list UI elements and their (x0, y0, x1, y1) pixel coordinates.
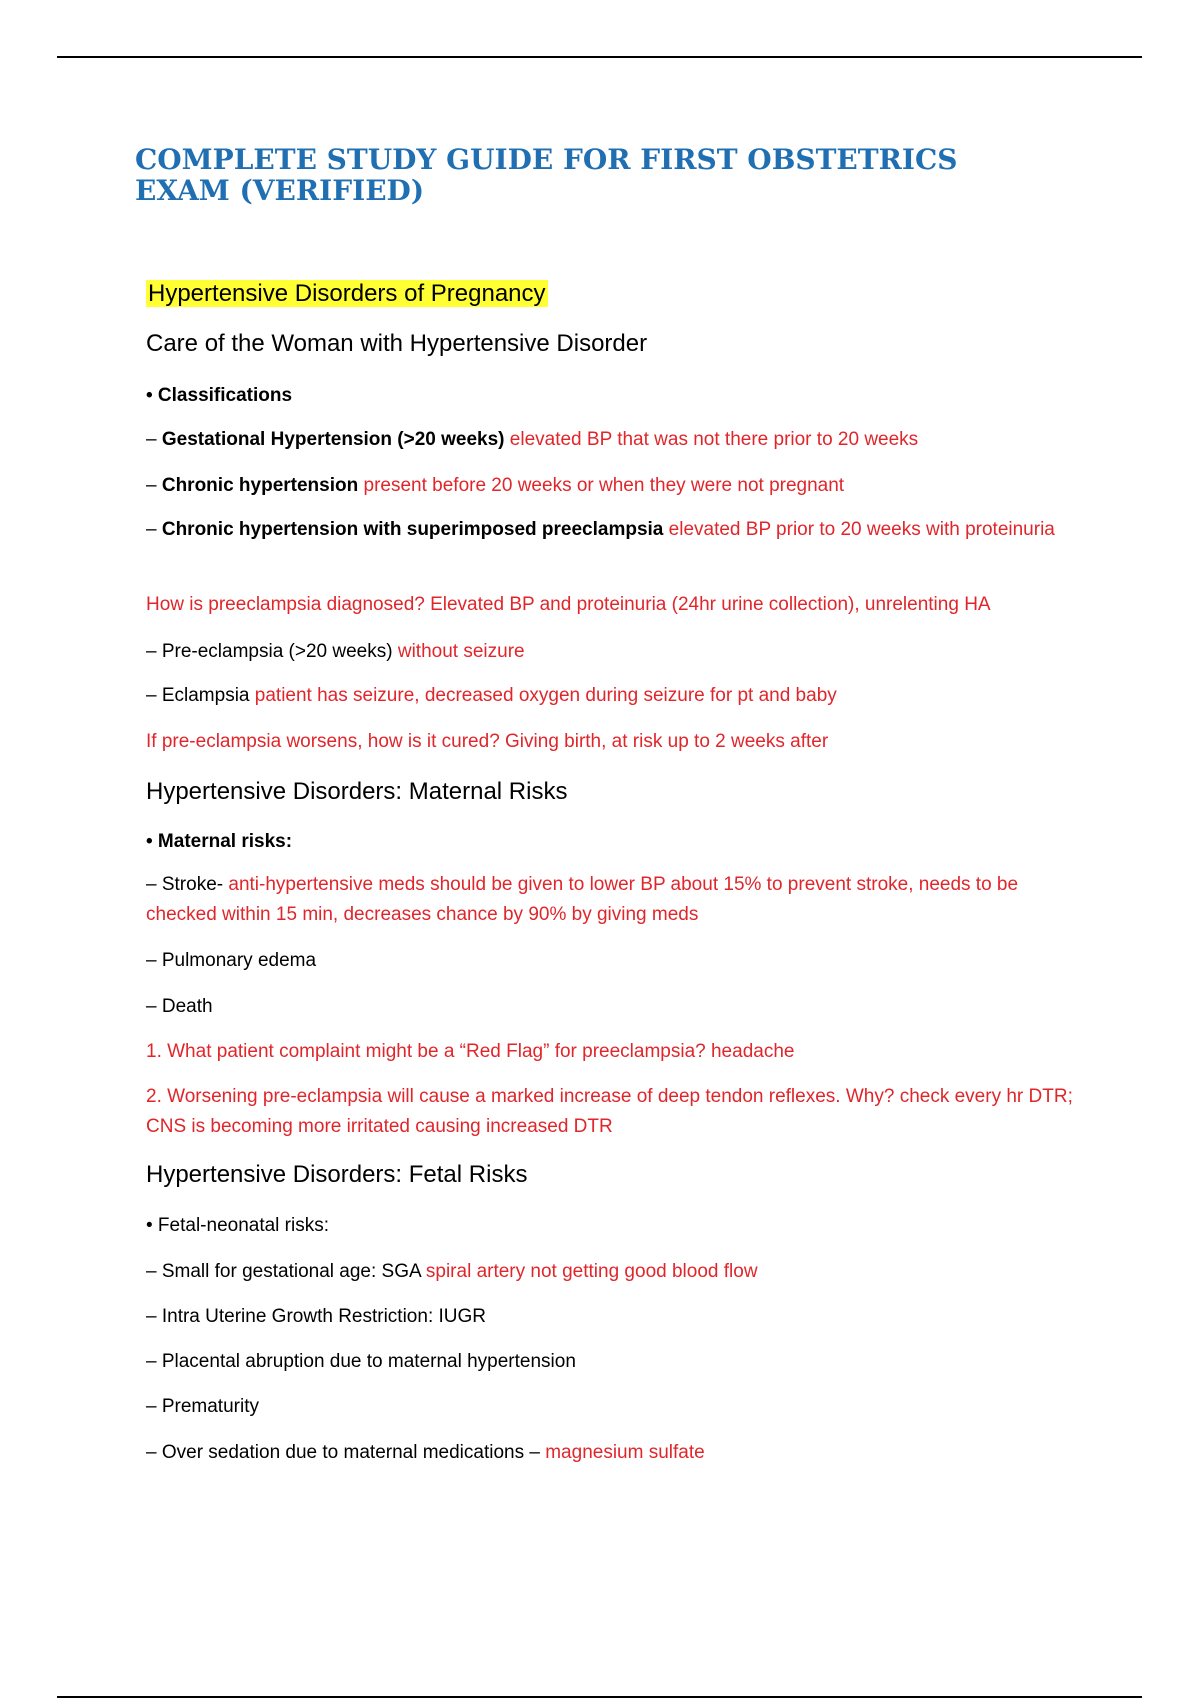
top-rule (57, 56, 1142, 58)
bottom-rule (57, 1696, 1142, 1698)
over-sedation-line (146, 1441, 705, 1465)
dash-prefix: – (146, 519, 162, 540)
diagnosis-question: How is preeclampsia diagnosed? Elevated BP and proteinuria (24hr urine collection), unrelenting HA (146, 594, 991, 615)
iugr-line: – Intra Uterine Growth Restriction: IUGR (146, 1306, 486, 1327)
dash-prefix: – (146, 429, 162, 450)
preeclampsia-term: – Pre-eclampsia (>20 weeks) (146, 641, 393, 662)
cure-question: If pre-eclampsia worsens, how is it cured? Giving birth, at risk up to 2 weeks after (146, 731, 829, 752)
superimposed-preeclampsia-line (146, 515, 1086, 545)
fetal-risks-label: • Fetal-neonatal risks: (146, 1215, 330, 1236)
gestational-note: elevated BP that was not there prior to 20 weeks (504, 429, 919, 450)
chronic-hypertension-line (146, 474, 844, 498)
chronic-term: Chronic hypertension (161, 475, 359, 496)
section-heading-fetal-risks: Hypertensive Disorders: Fetal Risks (146, 1161, 528, 1188)
sedation-term: – Over sedation due to maternal medications – (146, 1442, 540, 1463)
sga-note: spiral artery not getting good blood flow (420, 1261, 758, 1282)
section-heading-maternal-risks: Hypertensive Disorders: Maternal Risks (146, 778, 568, 805)
sedation-note: magnesium sulfate (539, 1442, 705, 1463)
red-flag-question: 1. What patient complaint might be a “Red Flag” for preeclampsia? headache (146, 1041, 795, 1062)
eclampsia-note: patient has seizure, decreased oxygen during seizure for pt and baby (249, 685, 837, 706)
preeclampsia-line (146, 640, 525, 664)
placental-abruption-line: – Placental abruption due to maternal hypertension (146, 1351, 576, 1372)
preeclampsia-note: without seizure (392, 641, 525, 662)
sga-term: – Small for gestational age: SGA (146, 1261, 421, 1282)
pulmonary-edema-line: – Pulmonary edema (146, 950, 317, 971)
sga-line (146, 1260, 758, 1284)
death-line: – Death (146, 996, 213, 1017)
prematurity-line: – Prematurity (146, 1396, 259, 1417)
superimposed-term: Chronic hypertension with superimposed preeclampsia (161, 519, 664, 540)
gestational-hypertension-line (146, 428, 918, 452)
document-title: COMPLETE STUDY GUIDE FOR FIRST OBSTETRICS EXAM (VERIFIED) (135, 143, 958, 207)
dash-prefix: – (146, 475, 162, 496)
superimposed-note: elevated BP prior to 20 weeks with proteinuria (663, 519, 1055, 540)
dtr-question: 2. Worsening pre-eclampsia will cause a marked increase of deep tendon reflexes. Why? check every hr DTR; CNS is becoming more irritated causing increased DTR (146, 1086, 1073, 1137)
gestational-term: Gestational Hypertension (>20 weeks) (161, 429, 505, 450)
stroke-line (146, 870, 1086, 930)
highlighted-heading-text: Hypertensive Disorders of Pregnancy (148, 280, 546, 307)
eclampsia-term: – Eclampsia (146, 685, 250, 706)
stroke-term: – Stroke- (146, 874, 224, 895)
eclampsia-line (146, 684, 837, 708)
classifications-label: • Classifications (146, 385, 293, 406)
maternal-risks-label: • Maternal risks: (146, 831, 293, 852)
stroke-note: anti-hypertensive meds should be given to lower BP about 15% to prevent stroke, needs to be checked within 15 min, decreases chance by 90% by giving meds (146, 874, 1019, 925)
section-heading-hypertensive-disorders (146, 279, 548, 309)
chronic-note: present before 20 weeks or when they were not pregnant (358, 475, 845, 496)
subheading-care-of-woman: Care of the Woman with Hypertensive Disorder (146, 330, 648, 357)
